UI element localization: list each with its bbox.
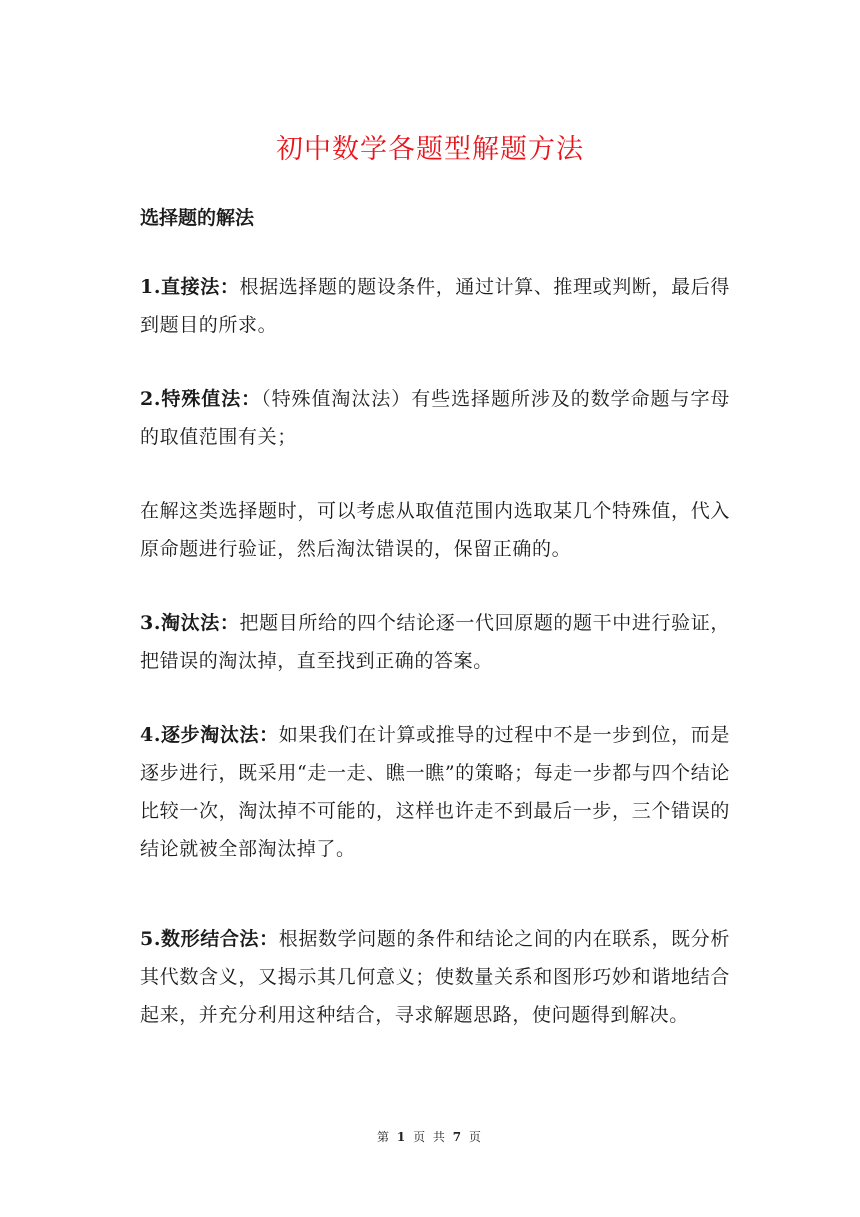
footer-prefix: 第 — [377, 1130, 392, 1144]
paragraph-lead: 3.淘汰法： — [140, 612, 240, 634]
paragraph-body: 如果我们在计算或推导的过程中不是一步到位，而是逐步进行，既采用“走一走、瞧一瞧”的策略；每走一步都与四个结论比较一次，淘汰掉不可能的，这样也许走不到最后一步，三个错误的结论就被全部淘汰掉了。 — [140, 724, 730, 860]
paragraph-lead: 4.逐步淘汰法： — [140, 724, 279, 746]
paragraph-stepwise-elimination-method — [140, 716, 730, 868]
paragraph-lead: 1.直接法： — [140, 276, 240, 298]
current-page-number: 1 — [396, 1130, 408, 1144]
page-footer — [0, 1128, 860, 1145]
paragraph-elimination-method — [140, 604, 730, 680]
footer-suffix: 页 — [468, 1130, 483, 1144]
paragraph-body: 根据数学问题的条件和结论之间的内在联系，既分析其代数含义，又揭示其几何意义；使数量关系和图形巧妙和谐地结合起来，并充分利用这种结合，寻求解题思路，使问题得到解决。 — [140, 928, 730, 1026]
paragraph-lead: 5.数形结合法： — [140, 928, 279, 950]
paragraph-body: 把题目所给的四个结论逐一代回原题的题干中进行验证，把错误的淘汰掉，直至找到正确的答案。 — [140, 612, 730, 672]
paragraph-number-shape-method — [140, 920, 730, 1034]
document-title: 初中数学各题型解题方法 — [276, 134, 584, 165]
paragraph-body: （特殊值淘汰法）有些选择题所涉及的数学命题与字母的取值范围有关； — [140, 388, 730, 448]
section-heading: 选择题的解法 — [140, 207, 255, 229]
paragraph-body: 在解这类选择题时，可以考虑从取值范围内选取某几个特殊值，代入原命题进行验证，然后淘汰错误的，保留正确的。 — [140, 500, 730, 560]
footer-middle: 页 共 — [413, 1130, 447, 1144]
paragraph-special-value-method — [140, 380, 730, 456]
paragraph-special-value-detail — [140, 492, 730, 568]
paragraph-direct-method — [140, 268, 730, 344]
paragraph-body: 根据选择题的题设条件，通过计算、推理或判断，最后得到题目的所求。 — [140, 276, 730, 336]
total-pages-number: 7 — [452, 1130, 464, 1144]
paragraph-lead: 2.特殊值法： — [140, 388, 262, 410]
